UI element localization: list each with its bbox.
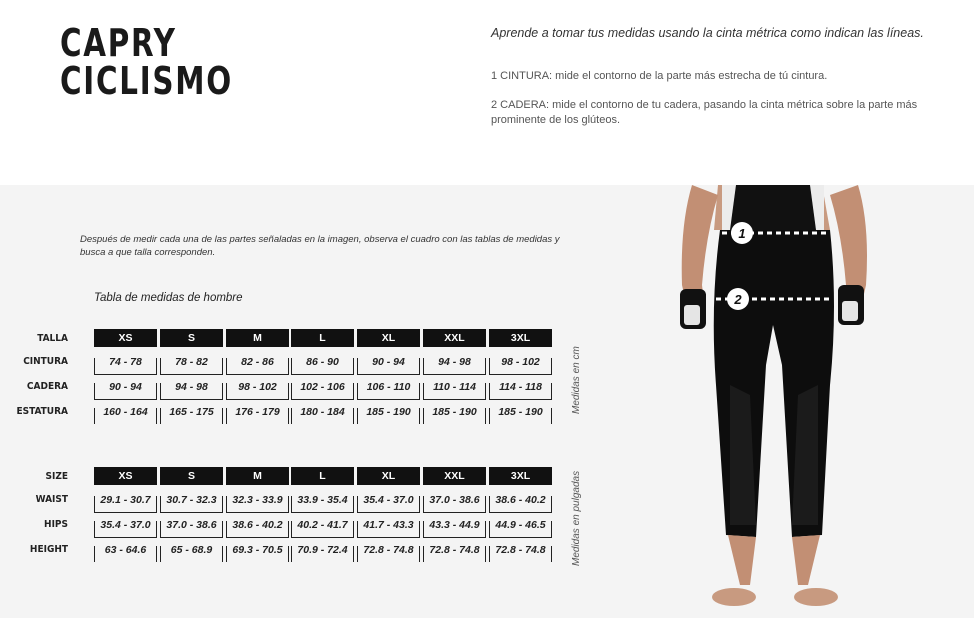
table-cell: 35.4 - 37.0 <box>357 490 420 513</box>
size-header-l: L <box>291 467 354 485</box>
table-cell: 43.3 - 44.9 <box>423 515 486 538</box>
intro-text: Después de medir cada una de las partes señaladas en la imagen, observa el cuadro con las tablas de medidas y busca a que talla corresponden. <box>80 234 560 258</box>
size-header-xs: XS <box>94 329 157 347</box>
size-header-xs: XS <box>94 467 157 485</box>
size-header-m: M <box>226 329 289 347</box>
row-label-cadera: CADERA <box>26 381 68 392</box>
table-cell: 72.8 - 74.8 <box>489 540 552 562</box>
size-header-3xl: 3XL <box>489 467 552 485</box>
hip-marker-label: 2 <box>734 292 742 307</box>
size-header-xl: XL <box>357 329 420 347</box>
header-row-label: TALLA <box>37 333 68 344</box>
table-cell: 72.8 - 74.8 <box>357 540 420 562</box>
table-cell: 90 - 94 <box>357 352 420 375</box>
table-cell: 185 - 190 <box>423 402 486 424</box>
table-cell: 86 - 90 <box>291 352 354 375</box>
header-section <box>0 0 974 185</box>
table-cell: 110 - 114 <box>423 377 486 400</box>
table-cell: 185 - 190 <box>489 402 552 424</box>
glove-right-palm <box>842 301 858 321</box>
table-cell: 33.9 - 35.4 <box>291 490 354 513</box>
table-cell: 29.1 - 30.7 <box>94 490 157 513</box>
table-cell: 44.9 - 46.5 <box>489 515 552 538</box>
table-cell: 98 - 102 <box>489 352 552 375</box>
size-header-l: L <box>291 329 354 347</box>
size-header-m: M <box>226 467 289 485</box>
table-cell: 165 - 175 <box>160 402 223 424</box>
table-cell: 37.0 - 38.6 <box>160 515 223 538</box>
instruction-waist: 1 CINTURA: mide el contorno de la parte más estrecha de tú cintura. <box>491 70 828 82</box>
row-label-waist: WAIST <box>35 494 68 505</box>
left-foot <box>712 588 756 606</box>
row-label-estatura: ESTATURA <box>16 406 68 417</box>
row-label-hips: HIPS <box>44 519 68 530</box>
size-table-cm <box>0 329 560 421</box>
header-row-label: SIZE <box>45 471 68 482</box>
waist-marker-label: 1 <box>738 226 746 241</box>
table-cell: 65 - 68.9 <box>160 540 223 562</box>
right-shin <box>792 535 820 585</box>
left-arm <box>682 185 718 303</box>
row-label-height: HEIGHT <box>29 544 68 555</box>
table-cell: 94 - 98 <box>423 352 486 375</box>
table-cell: 38.6 - 40.2 <box>489 490 552 513</box>
model-figure <box>670 185 880 618</box>
table-cell: 37.0 - 38.6 <box>423 490 486 513</box>
instructions-heading: Aprende a tomar tus medidas usando la cinta métrica como indican las líneas. <box>491 26 924 40</box>
size-table-inches <box>0 467 560 559</box>
table-cell: 70.9 - 72.4 <box>291 540 354 562</box>
right-foot <box>794 588 838 606</box>
table-cell: 35.4 - 37.0 <box>94 515 157 538</box>
brand-title-line1: CAPRY <box>60 21 177 65</box>
table-cell: 69.3 - 70.5 <box>226 540 289 562</box>
size-header-s: S <box>160 467 223 485</box>
brand-title-line2: CICLISMO <box>60 59 233 103</box>
size-header-xxl: XXL <box>423 329 486 347</box>
size-header-s: S <box>160 329 223 347</box>
table-cell: 106 - 110 <box>357 377 420 400</box>
table-cell: 82 - 86 <box>226 352 289 375</box>
table-cell: 176 - 179 <box>226 402 289 424</box>
table-cell: 30.7 - 32.3 <box>160 490 223 513</box>
size-header-xl: XL <box>357 467 420 485</box>
instruction-hip: 2 CADERA: mide el contorno de tu cadera, pasando la cinta métrica sobre la parte más prominente de los glúteos. <box>491 99 918 126</box>
table-cell: 185 - 190 <box>357 402 420 424</box>
table-cell: 32.3 - 33.9 <box>226 490 289 513</box>
size-header-xxl: XXL <box>423 467 486 485</box>
brand-title <box>60 21 233 103</box>
table-cell: 41.7 - 43.3 <box>357 515 420 538</box>
row-label-cintura: CINTURA <box>23 356 68 367</box>
table-cell: 180 - 184 <box>291 402 354 424</box>
table-cell: 38.6 - 40.2 <box>226 515 289 538</box>
table-cell: 90 - 94 <box>94 377 157 400</box>
side-note-inches: Medidas en pulgadas <box>571 470 582 566</box>
table-cell: 160 - 164 <box>94 402 157 424</box>
table-cell: 63 - 64.6 <box>94 540 157 562</box>
size-header-3xl: 3XL <box>489 329 552 347</box>
table-cell: 94 - 98 <box>160 377 223 400</box>
side-note-cm: Medidas en cm <box>571 346 582 414</box>
table-cell: 72.8 - 74.8 <box>423 540 486 562</box>
table-cell: 78 - 82 <box>160 352 223 375</box>
glove-left-palm <box>684 305 700 325</box>
table-cell: 40.2 - 41.7 <box>291 515 354 538</box>
table-cell: 114 - 118 <box>489 377 552 400</box>
table-cell: 98 - 102 <box>226 377 289 400</box>
left-shin <box>728 535 756 585</box>
table-title: Tabla de medidas de hombre <box>94 292 243 304</box>
table-cell: 102 - 106 <box>291 377 354 400</box>
table-cell: 74 - 78 <box>94 352 157 375</box>
